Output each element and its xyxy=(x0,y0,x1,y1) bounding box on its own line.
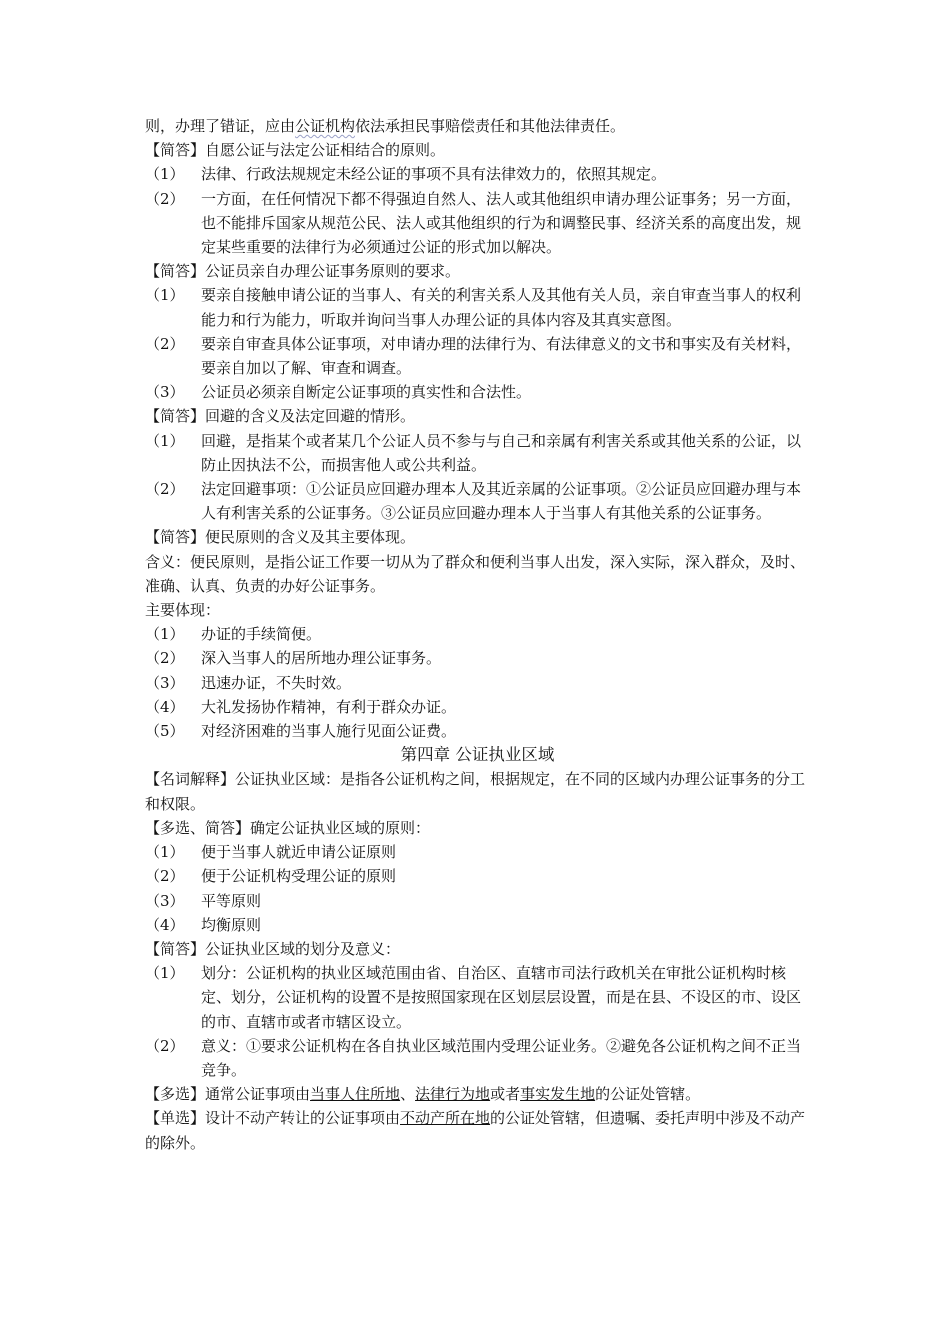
list-item xyxy=(145,187,810,260)
list-item-number: （1） xyxy=(145,165,185,184)
text-run: 主要体现： xyxy=(145,601,221,620)
list-item-text: 划分：公证机构的执业区域范围由省、自治区、直辖市司法行政机关在审批公证机构时核定、划分，公证机构的设置不是按照国家现在区划层层设置，而是在县、不设区的市、设区的市、直辖市或者市辖区设立。 xyxy=(201,964,802,1031)
list-item xyxy=(145,332,810,380)
list-item-text: 一方面，在任何情况下都不得强迫自然人、法人或其他组织申请办理公证事务；另一方面，也不能排斥国家从规范公民、法人或其他组织的行为和调整民事、经济关系的高度出发，规定某些重要的法律行为必须通过公证的形式加以解决。 xyxy=(201,189,802,257)
list-item-number: （4） xyxy=(145,915,185,934)
text-run: 含义：便民原则，是指公证工作要一切从为了群众和便利当事人出发，深入实际，深入群众，及时、准确、认真、负责的办好公证事务。 xyxy=(145,552,806,595)
list-item-text: 便于公证机构受理公证的原则 xyxy=(201,867,397,886)
list-item xyxy=(145,283,810,331)
text-run: 【单选】设计不动产转让的公证事项由 xyxy=(145,1109,401,1128)
text-run: 【多选】通常公证事项由 xyxy=(145,1085,311,1104)
list-item-text: 均衡原则 xyxy=(201,915,262,934)
paragraph xyxy=(145,937,810,961)
document-page xyxy=(145,114,810,1155)
list-item-text: 意义：①要求公证机构在各自执业区域范围内受理公证业务。②避免各公证机构之间不正当竞争。 xyxy=(201,1036,802,1079)
list-item xyxy=(145,429,810,477)
paragraph xyxy=(145,1106,810,1154)
text-run: 【简答】便民原则的含义及其主要体现。 xyxy=(145,528,416,547)
text-run: 【多选、简答】确定公证执业区域的原则： xyxy=(145,818,431,837)
underlined-term: 事实发生地 xyxy=(520,1085,596,1104)
list-item-number: （3） xyxy=(145,673,185,692)
paragraph xyxy=(145,404,810,428)
list-item-text: 要亲自审查具体公证事项，对申请办理的法律行为、有法律意义的文书和事实及有关材料，要亲自加以了解、审查和调查。 xyxy=(201,334,802,378)
list-item-number: （2） xyxy=(145,867,185,886)
list-item-number: （2） xyxy=(145,189,185,208)
paragraph xyxy=(145,816,810,840)
chapter-heading: 第四章 公证执业区域 xyxy=(400,745,555,765)
text-run: 【简答】回避的含义及法定回避的情形。 xyxy=(145,407,416,426)
list-item-text: 公证员必须亲自断定公证事项的真实性和合法性。 xyxy=(201,383,532,402)
list-item-text: 对经济困难的当事人施行见面公证费。 xyxy=(201,722,457,741)
list-item-number: （4） xyxy=(145,697,185,716)
list-item-number: （2） xyxy=(145,649,185,668)
list-item-number: （2） xyxy=(145,334,185,353)
list-item-number: （1） xyxy=(145,964,185,983)
underlined-term: 不动产所在地 xyxy=(400,1109,491,1128)
text-run: 依法承担民事赔偿责任和其他法律责任。 xyxy=(355,117,626,135)
paragraph xyxy=(145,767,810,815)
list-item-text: 回避，是指某个或者某几个公证人员不参与与自己和亲属有利害关系或其他关系的公证，以防止因执法不公，而损害他人或公共利益。 xyxy=(201,431,802,474)
paragraph xyxy=(145,1082,810,1106)
list-item-text: 平等原则 xyxy=(201,891,262,910)
list-item-number: （2） xyxy=(145,1036,185,1055)
underlined-term: 当事人住所地 xyxy=(310,1085,401,1104)
list-item-number: （1） xyxy=(145,431,185,450)
underlined-term: 公证机构 xyxy=(295,117,356,135)
paragraph xyxy=(145,598,810,622)
text-run: 【简答】公证执业区域的划分及意义： xyxy=(145,939,401,958)
text-run: 则，办理了错证，应由 xyxy=(145,117,296,135)
paragraph xyxy=(145,114,810,138)
list-item-number: （1） xyxy=(145,286,185,305)
list-item xyxy=(145,913,810,937)
list-item-number: （2） xyxy=(145,480,185,499)
list-item-text: 办证的手续简便。 xyxy=(201,625,322,644)
list-item-number: （3） xyxy=(145,383,185,402)
list-item xyxy=(145,380,810,404)
list-item-text: 法律、行政法规规定未经公证的事项不具有法律效力的，依照其规定。 xyxy=(201,165,667,184)
paragraph xyxy=(145,525,810,549)
list-item-text: 便于当事人就近申请公证原则 xyxy=(201,843,397,862)
text-run: 【简答】公证员亲自办理公证事务原则的要求。 xyxy=(145,262,461,281)
list-item xyxy=(145,889,810,913)
text-run: 或者 xyxy=(490,1085,521,1104)
list-item xyxy=(145,622,810,646)
list-item xyxy=(145,961,810,1034)
list-item-number: （5） xyxy=(145,722,185,741)
list-item-text: 法定回避事项：①公证员应回避办理本人及其近亲属的公证事项。②公证员应回避办理与本人有利害关系的公证事务。③公证员应回避办理本人于当事人有其他关系的公证事务。 xyxy=(201,480,802,523)
list-item xyxy=(145,162,810,186)
list-item-text: 迅速办证，不失时效。 xyxy=(201,673,352,692)
underlined-term: 法律行为地 xyxy=(415,1085,491,1104)
list-item-number: （1） xyxy=(145,625,185,644)
list-item xyxy=(145,695,810,719)
list-item-number: （3） xyxy=(145,891,185,910)
list-item xyxy=(145,864,810,888)
list-item xyxy=(145,671,810,695)
list-item xyxy=(145,1034,810,1082)
list-item-text: 深入当事人的居所地办理公证事务。 xyxy=(201,649,442,668)
list-item xyxy=(145,477,810,525)
paragraph xyxy=(145,138,810,162)
text-run: 、 xyxy=(400,1085,416,1104)
list-item xyxy=(145,719,810,743)
text-run: 【名词解释】公证执业区域：是指各公证机构之间，根据规定，在不同的区域内办理公证事务的分工和权限。 xyxy=(145,770,806,813)
list-item-text: 大礼发扬协作精神，有利于群众办证。 xyxy=(201,697,457,716)
text-run: 【简答】自愿公证与法定公证相结合的原则。 xyxy=(145,141,446,160)
text-run: 的公证处管辖，但遗嘱、委托声明中涉及不动产的除外。 xyxy=(145,1109,806,1152)
paragraph xyxy=(145,259,810,283)
list-item-number: （1） xyxy=(145,843,185,862)
text-run: 的公证处管辖。 xyxy=(595,1085,701,1104)
list-item-text: 要亲自接触申请公证的当事人、有关的利害关系人及其他有关人员，亲自审查当事人的权利能力和行为能力，听取并询问当事人办理公证的具体内容及其真实意图。 xyxy=(201,286,802,329)
paragraph xyxy=(145,550,810,598)
list-item xyxy=(145,840,810,864)
list-item xyxy=(145,646,810,670)
